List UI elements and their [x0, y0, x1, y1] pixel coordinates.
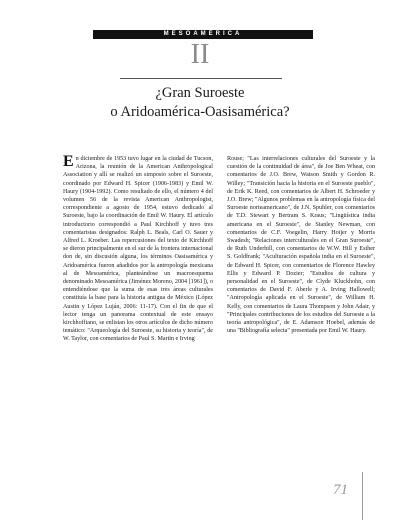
- body-column-right: [227, 155, 375, 335]
- right-column-text: Rouse; "Las interrelaciones culturales del Suroeste y la cuestión de la continuidad de área", de Joe Ben Wheat, con comentarios de J.O. Brew, Watson Smith y Gordon R. Willey; "Transición hacia la historia en el Suroeste pueblo", de Erik K. Reed, con comentarios de Albert H. Schroeder y J.O. Brew; "Algunos problemas en la antropología física del Suroeste norteamericano", de J.N. Spuhler, con comentarios de T.D. Stewart y Bertram S. Kraus; "Lingüística india americana en el Suroeste", de Stanley Newman, con comentarios de C.F. Voegelin, Harry Hoijer y Morris Swadesh; "Relaciones interculturales en el Gran Suroeste", de Ruth Underhill, con comentarios de W.W. Hill y Esther S. Goldfrank; "Aculturación española india en el Suroeste", de Edward H. Spicer, con comentarios de Florence Hawley Ellis y Edward P. Dozier; "Estudios de cultura y personalidad en el Suroeste", de Clyde Kluckhohn, con comentarios de David F. Aberle y A. Irving Hallowell; "Antropología aplicada en el Suroeste", de William H. Kelly, con comentarios de Laura Thompson y John Adair, y "Principales contribuciones de los estudios del Suroeste a la teoría antropológica", de E. Adamson Hoebel, además de una "Bibliografía selecta" presentada por Emil W. Haury.: [227, 156, 375, 335]
- chapter-title: [0, 84, 400, 122]
- chapter-number: II: [190, 39, 210, 70]
- chapter-title-line-2: o Aridoamérica-Oasisamérica?: [110, 104, 290, 120]
- page-number: 71: [333, 482, 348, 498]
- title-divider: [120, 78, 282, 79]
- section-header-bar: [93, 30, 313, 39]
- chapter-title-line-1: ¿Gran Suroeste: [155, 85, 245, 101]
- section-label: MESOAMÉRICA: [163, 31, 243, 37]
- body-column-left: [63, 155, 213, 344]
- drop-cap: E: [63, 153, 74, 170]
- page-number-rule: [362, 472, 363, 520]
- left-column-text: n diciembre de 1953 tuvo lugar en la ciudad de Tucson, Arizona, la reunión de la American Anthropological Association y allí se realizó un simposio sobre el Suroeste, coordinado por Edward H. Spicer (1906-1983) y Emil W. Haury (1904-1992). Como resultado de ello, el número 4 del volumen 56 de la revista American Anthropologist, correspondiente a agosto de 1954, estuvo dedicado al Suroeste, bajo la coordinación de Emil W. Haury. El artículo introductorio correspondió a Paul Kirchhoff y tuvo tres comentaristas designados: Ralph L. Beals, Carl O. Sauer y Alfred L. Kroeber. Las repercusiones del texto de Kirchhoff se dieron principalmente en el sur de la frontera internacional don de, sin discusión alguna, los términos Oasisamérica y Aridoamérica fueron añadidos por la antropología mexicana al de Mesoamérica, planteándose un macroesquema denominado Mesoamérica (Jiménez Moreno, 2004 [1961]), o entendiéndose que la suma de esas tres áreas culturales constituía la base para la historia antigua de México (López Austin y López Luján, 2006: 11-17). Con el fin de que el lector tenga un panorama contextual de este ensayo kirchhoffiano, se enlistan los otros artículos de dicho número temático: "Arqueología del Suroeste, su historia y teoría", de W. Taylor, con comentarios de Paul S. Martin e Irving: [63, 156, 213, 343]
